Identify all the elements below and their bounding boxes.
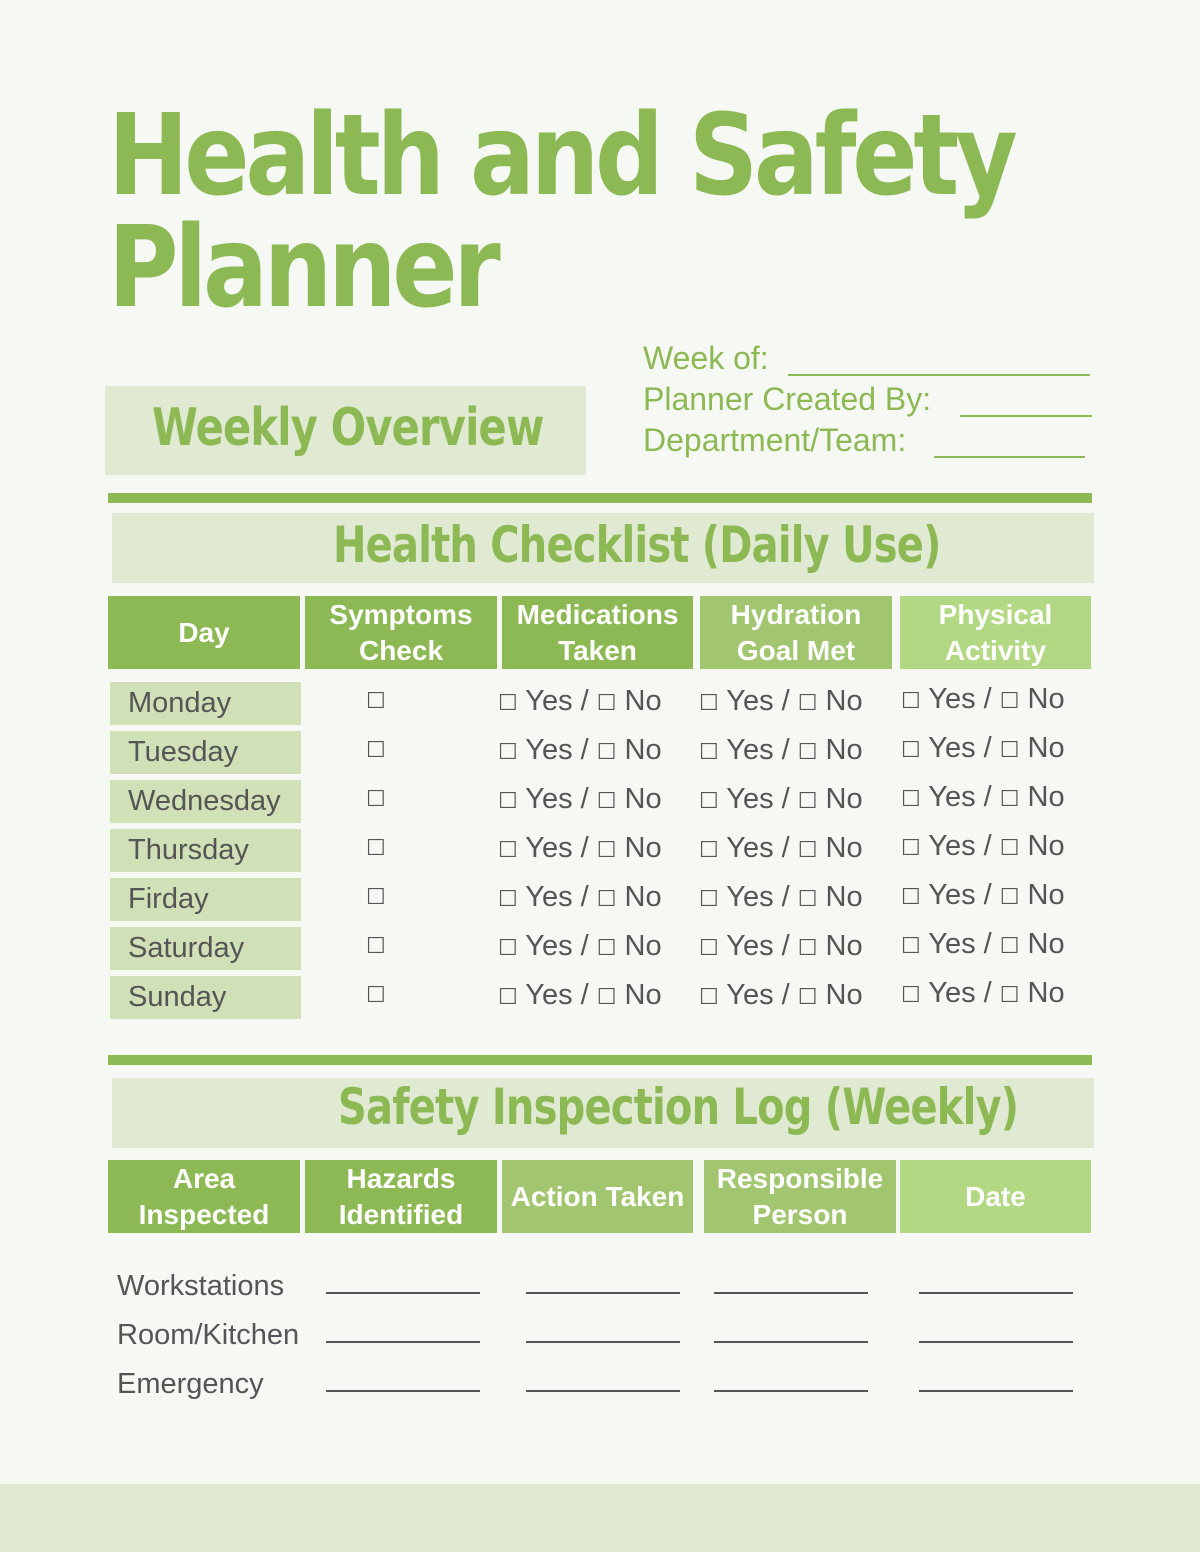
medications-taken-no-checkbox[interactable]: ☐ (596, 788, 617, 813)
yes-label: Yes / (517, 783, 597, 815)
physical-activity-yes-checkbox[interactable]: ☐ (901, 884, 921, 909)
hydration-goal-met-no-checkbox[interactable]: ☐ (797, 935, 818, 960)
physical-activity-no-checkbox[interactable]: ☐ (999, 835, 1020, 860)
medications-taken-yes-checkbox[interactable]: ☐ (498, 690, 518, 715)
hazards-identified-field[interactable] (326, 1292, 480, 1294)
safety-log-title: Safety Inspection Log (Weekly) (338, 1078, 1019, 1136)
yes-label: Yes / (920, 781, 1000, 813)
no-label: No (1019, 977, 1065, 1009)
symptoms-checkbox[interactable]: ☐ (366, 786, 386, 811)
physical-activity-no-checkbox[interactable]: ☐ (999, 688, 1020, 713)
day-cell: Firday (110, 878, 301, 921)
no-label: No (1019, 830, 1065, 862)
page-title (108, 91, 1014, 333)
yes-label: Yes / (718, 685, 798, 717)
hydration-goal-met-no-checkbox[interactable]: ☐ (797, 788, 818, 813)
physical-activity-yes-checkbox[interactable]: ☐ (901, 737, 921, 762)
no-label: No (616, 930, 662, 962)
physical-activity-yes-no (901, 976, 1065, 1012)
no-label: No (1019, 879, 1065, 911)
hydration-goal-met-yes-no (699, 978, 863, 1014)
medications-taken-no-checkbox[interactable]: ☐ (596, 886, 617, 911)
hydration-goal-met-yes-checkbox[interactable]: ☐ (699, 788, 719, 813)
day-cell: Monday (110, 682, 301, 725)
no-label: No (1019, 928, 1065, 960)
no-label: No (1019, 781, 1065, 813)
created-by-field[interactable] (960, 415, 1092, 417)
area-label: Emergency (117, 1368, 264, 1400)
hydration-goal-met-yes-no (699, 782, 863, 818)
medications-taken-yes-checkbox[interactable]: ☐ (498, 739, 518, 764)
responsible-person-field[interactable] (714, 1341, 868, 1343)
physical-activity-yes-checkbox[interactable]: ☐ (901, 835, 921, 860)
date-field[interactable] (919, 1292, 1073, 1294)
created-by-label: Planner Created By: (643, 381, 932, 417)
action-taken-field[interactable] (526, 1390, 680, 1392)
date-field[interactable] (919, 1341, 1073, 1343)
header-medications-taken: Medications Taken (502, 596, 693, 669)
page-title-line1: Health and Safety (108, 91, 1014, 221)
no-label: No (616, 979, 662, 1011)
medications-taken-yes-no (498, 929, 662, 965)
physical-activity-yes-checkbox[interactable]: ☐ (901, 982, 921, 1007)
responsible-person-field[interactable] (714, 1390, 868, 1392)
yes-label: Yes / (517, 979, 597, 1011)
yes-label: Yes / (517, 685, 597, 717)
department-field[interactable] (934, 456, 1085, 458)
no-label: No (616, 783, 662, 815)
no-label: No (817, 979, 863, 1011)
symptoms-checkbox[interactable]: ☐ (366, 835, 386, 860)
physical-activity-no-checkbox[interactable]: ☐ (999, 786, 1020, 811)
physical-activity-no-checkbox[interactable]: ☐ (999, 933, 1020, 958)
department-label: Department/Team: (643, 422, 907, 458)
medications-taken-yes-no (498, 831, 662, 867)
yes-label: Yes / (718, 881, 798, 913)
medications-taken-yes-no (498, 880, 662, 916)
yes-label: Yes / (718, 979, 798, 1011)
physical-activity-yes-no (901, 878, 1065, 914)
hydration-goal-met-no-checkbox[interactable]: ☐ (797, 690, 818, 715)
no-label: No (616, 881, 662, 913)
hydration-goal-met-no-checkbox[interactable]: ☐ (797, 837, 818, 862)
yes-label: Yes / (517, 881, 597, 913)
yes-label: Yes / (920, 830, 1000, 862)
area-label: Room/Kitchen (117, 1319, 300, 1351)
hydration-goal-met-yes-checkbox[interactable]: ☐ (699, 837, 719, 862)
yes-label: Yes / (517, 832, 597, 864)
symptoms-checkbox[interactable]: ☐ (366, 982, 386, 1007)
yes-label: Yes / (920, 977, 1000, 1009)
day-cell: Sunday (110, 976, 301, 1019)
hydration-goal-met-yes-no (699, 880, 863, 916)
day-cell: Wednesday (110, 780, 301, 823)
no-label: No (616, 685, 662, 717)
medications-taken-no-checkbox[interactable]: ☐ (596, 984, 617, 1009)
yes-label: Yes / (920, 683, 1000, 715)
hydration-goal-met-yes-checkbox[interactable]: ☐ (699, 935, 719, 960)
day-cell: Saturday (110, 927, 301, 970)
no-label: No (817, 734, 863, 766)
medications-taken-yes-no (498, 978, 662, 1014)
week-of-label: Week of: (643, 340, 769, 376)
medications-taken-yes-checkbox[interactable]: ☐ (498, 886, 518, 911)
no-label: No (1019, 732, 1065, 764)
action-taken-field[interactable] (526, 1292, 680, 1294)
hazards-identified-field[interactable] (326, 1390, 480, 1392)
yes-label: Yes / (920, 732, 1000, 764)
page-title-line2: Planner (108, 203, 497, 333)
physical-activity-yes-no (901, 780, 1065, 816)
hydration-goal-met-yes-checkbox[interactable]: ☐ (699, 739, 719, 764)
physical-activity-yes-checkbox[interactable]: ☐ (901, 688, 921, 713)
hydration-goal-met-yes-no (699, 733, 863, 769)
hydration-goal-met-yes-no (699, 831, 863, 867)
footer-band (0, 1484, 1200, 1552)
day-cell: Tuesday (110, 731, 301, 774)
physical-activity-yes-no (901, 829, 1065, 865)
week-of-field[interactable] (788, 374, 1090, 376)
header-date: Date (900, 1160, 1091, 1233)
yes-label: Yes / (517, 930, 597, 962)
header-physical-activity: Physical Activity (900, 596, 1091, 669)
medications-taken-yes-checkbox[interactable]: ☐ (498, 935, 518, 960)
medications-taken-no-checkbox[interactable]: ☐ (596, 690, 617, 715)
hydration-goal-met-yes-no (699, 929, 863, 965)
yes-label: Yes / (718, 734, 798, 766)
symptoms-checkbox[interactable]: ☐ (366, 688, 386, 713)
physical-activity-yes-no (901, 731, 1065, 767)
area-label: Workstations (117, 1270, 285, 1302)
hydration-goal-met-no-checkbox[interactable]: ☐ (797, 739, 818, 764)
section-divider (108, 493, 1092, 503)
medications-taken-yes-checkbox[interactable]: ☐ (498, 788, 518, 813)
yes-label: Yes / (718, 930, 798, 962)
section-divider (108, 1055, 1092, 1065)
physical-activity-yes-no (901, 682, 1065, 718)
date-field[interactable] (919, 1390, 1073, 1392)
hydration-goal-met-yes-no (699, 684, 863, 720)
health-checklist-title: Health Checklist (Daily Use) (333, 516, 941, 574)
hydration-goal-met-yes-checkbox[interactable]: ☐ (699, 886, 719, 911)
action-taken-field[interactable] (526, 1341, 680, 1343)
medications-taken-no-checkbox[interactable]: ☐ (596, 837, 617, 862)
header-hydration-goal-met: Hydration Goal Met (700, 596, 892, 669)
header-day: Day (108, 596, 300, 669)
medications-taken-no-checkbox[interactable]: ☐ (596, 935, 617, 960)
no-label: No (817, 930, 863, 962)
no-label: No (817, 881, 863, 913)
physical-activity-yes-no (901, 927, 1065, 963)
no-label: No (817, 832, 863, 864)
symptoms-checkbox[interactable]: ☐ (366, 933, 386, 958)
physical-activity-no-checkbox[interactable]: ☐ (999, 737, 1020, 762)
header-responsible-person: Responsible Person (704, 1160, 896, 1233)
medications-taken-yes-checkbox[interactable]: ☐ (498, 837, 518, 862)
symptoms-checkbox[interactable]: ☐ (366, 737, 386, 762)
physical-activity-no-checkbox[interactable]: ☐ (999, 982, 1020, 1007)
physical-activity-yes-checkbox[interactable]: ☐ (901, 933, 921, 958)
hydration-goal-met-yes-checkbox[interactable]: ☐ (699, 984, 719, 1009)
yes-label: Yes / (517, 734, 597, 766)
day-cell: Thursday (110, 829, 301, 872)
yes-label: Yes / (920, 928, 1000, 960)
header-symptoms-check: Symptoms Check (305, 596, 497, 669)
hydration-goal-met-no-checkbox[interactable]: ☐ (797, 984, 818, 1009)
yes-label: Yes / (718, 832, 798, 864)
responsible-person-field[interactable] (714, 1292, 868, 1294)
hydration-goal-met-no-checkbox[interactable]: ☐ (797, 886, 818, 911)
weekly-overview-label: Weekly Overview (152, 398, 544, 458)
no-label: No (817, 685, 863, 717)
symptoms-checkbox[interactable]: ☐ (366, 884, 386, 909)
no-label: No (817, 783, 863, 815)
no-label: No (616, 734, 662, 766)
physical-activity-no-checkbox[interactable]: ☐ (999, 884, 1020, 909)
header-hazards-identified: Hazards Identified (305, 1160, 497, 1233)
medications-taken-yes-no (498, 733, 662, 769)
medications-taken-no-checkbox[interactable]: ☐ (596, 739, 617, 764)
no-label: No (1019, 683, 1065, 715)
medications-taken-yes-no (498, 684, 662, 720)
physical-activity-yes-checkbox[interactable]: ☐ (901, 786, 921, 811)
medications-taken-yes-no (498, 782, 662, 818)
yes-label: Yes / (920, 879, 1000, 911)
no-label: No (616, 832, 662, 864)
hydration-goal-met-yes-checkbox[interactable]: ☐ (699, 690, 719, 715)
yes-label: Yes / (718, 783, 798, 815)
hazards-identified-field[interactable] (326, 1341, 480, 1343)
medications-taken-yes-checkbox[interactable]: ☐ (498, 984, 518, 1009)
header-area-inspected: Area Inspected (108, 1160, 300, 1233)
header-action-taken: Action Taken (502, 1160, 693, 1233)
